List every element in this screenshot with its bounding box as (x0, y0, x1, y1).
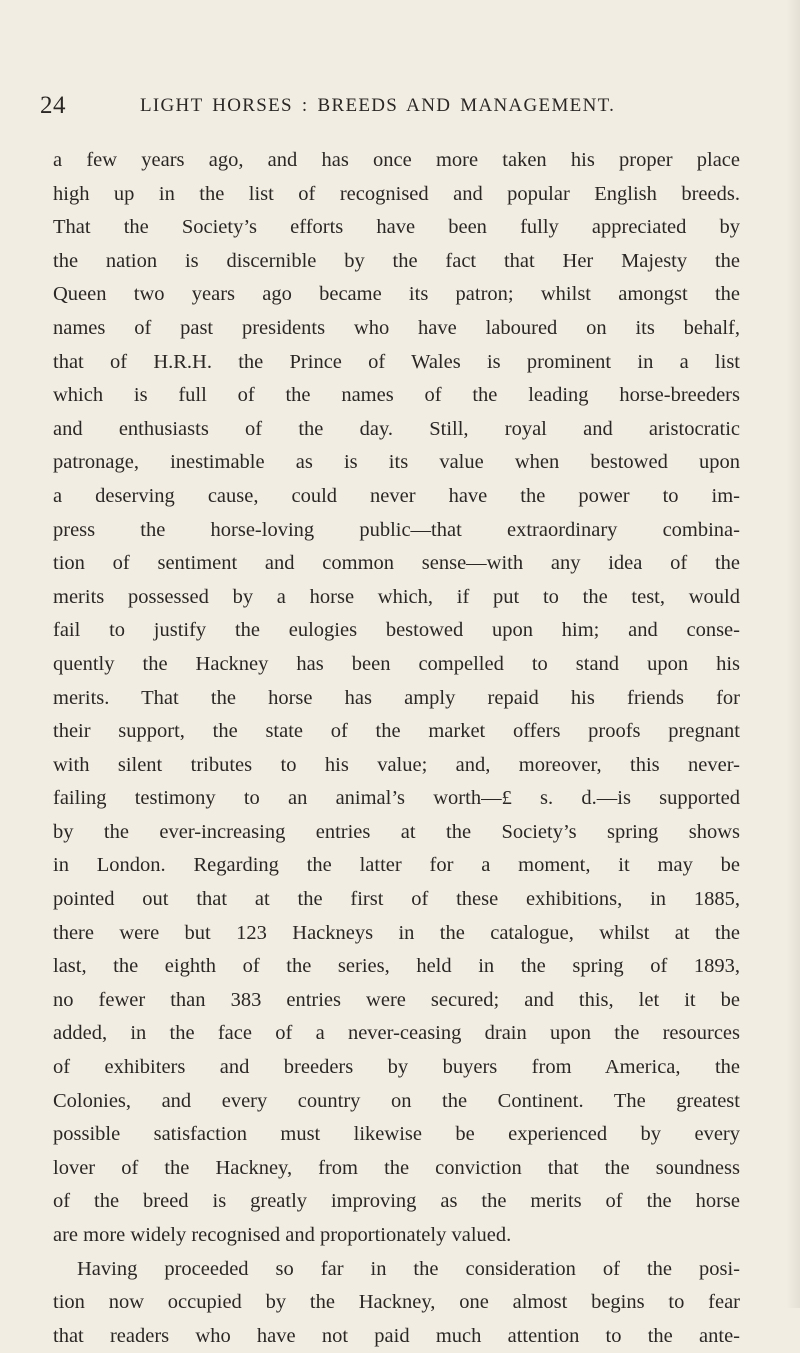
text-line: added, in the face of a never-ceasing drain upon the resources (53, 1022, 740, 1045)
text-line: possible satisfaction must likewise be experienced by every (53, 1123, 740, 1146)
page-number: 24 (40, 92, 66, 119)
text-line: tion now occupied by the Hackney, one almost begins to fear (53, 1291, 740, 1314)
text-line: by the ever-increasing entries at the Society’s spring shows (53, 820, 740, 843)
text-line: high up in the list of recognised and popular English breeds. (53, 182, 740, 205)
text-line: quently the Hackney has been compelled to stand upon his (53, 652, 740, 675)
text-line: their support, the state of the market offers proofs pregnant (53, 720, 740, 743)
text-line: that readers who have not paid much attention to the ante- (53, 1324, 740, 1347)
text-line: of the breed is greatly improving as the merits of the horse (53, 1190, 740, 1213)
text-line: are more widely recognised and proportionately valued. (53, 1224, 512, 1246)
text-line: with silent tributes to his value; and, moreover, this never- (53, 753, 740, 776)
text-line: merits. That the horse has amply repaid his friends for (53, 686, 740, 709)
text-line: press the horse-loving public—that extraordinary combina- (53, 518, 740, 541)
text-line: that of H.R.H. the Prince of Wales is prominent in a list (53, 350, 740, 373)
text-line: and enthusiasts of the day. Still, royal and aristocratic (53, 417, 740, 440)
text-line: in London. Regarding the latter for a moment, it may be (53, 854, 740, 877)
text-line: Colonies, and every country on the Continent. The greatest (53, 1089, 740, 1112)
text-line: Having proceeded so far in the consideration of the posi- (77, 1257, 740, 1280)
page-edge (786, 0, 800, 1308)
text-line: lover of the Hackney, from the conviction that the soundness (53, 1156, 740, 1179)
text-line: the nation is discernible by the fact that Her Majesty the (53, 249, 740, 272)
text-line: pointed out that at the first of these exhibitions, in 1885, (53, 888, 740, 911)
text-line: there were but 123 Hackneys in the catalogue, whilst at the (53, 921, 740, 944)
text-line: no fewer than 383 entries were secured; and this, let it be (53, 988, 740, 1011)
text-line: failing testimony to an animal’s worth—£ s. d.—is supported (53, 787, 740, 810)
text-line: merits possessed by a horse which, if put to the test, would (53, 585, 740, 608)
text-line: tion of sentiment and common sense—with any idea of the (53, 552, 740, 575)
text-line: last, the eighth of the series, held in the spring of 1893, (53, 955, 740, 978)
text-line: patronage, inestimable as is its value when bestowed upon (53, 451, 740, 474)
text-line: of exhibiters and breeders by buyers from America, the (53, 1056, 740, 1079)
page-header (40, 92, 760, 128)
text-line: That the Society’s efforts have been fully appreciated by (53, 216, 740, 239)
text-line: Queen two years ago became its patron; whilst amongst the (53, 283, 740, 306)
body-text (53, 144, 740, 1353)
text-line: which is full of the names of the leading horse-breeders (53, 384, 740, 407)
text-line: a deserving cause, could never have the power to im- (53, 484, 740, 507)
running-head: LIGHT HORSES : BREEDS AND MANAGEMENT. (140, 95, 616, 116)
text-line: a few years ago, and has once more taken his proper place (53, 149, 740, 171)
text-line: names of past presidents who have laboured on its behalf, (53, 316, 740, 339)
text-line: fail to justify the eulogies bestowed upon him; and conse- (53, 619, 740, 642)
